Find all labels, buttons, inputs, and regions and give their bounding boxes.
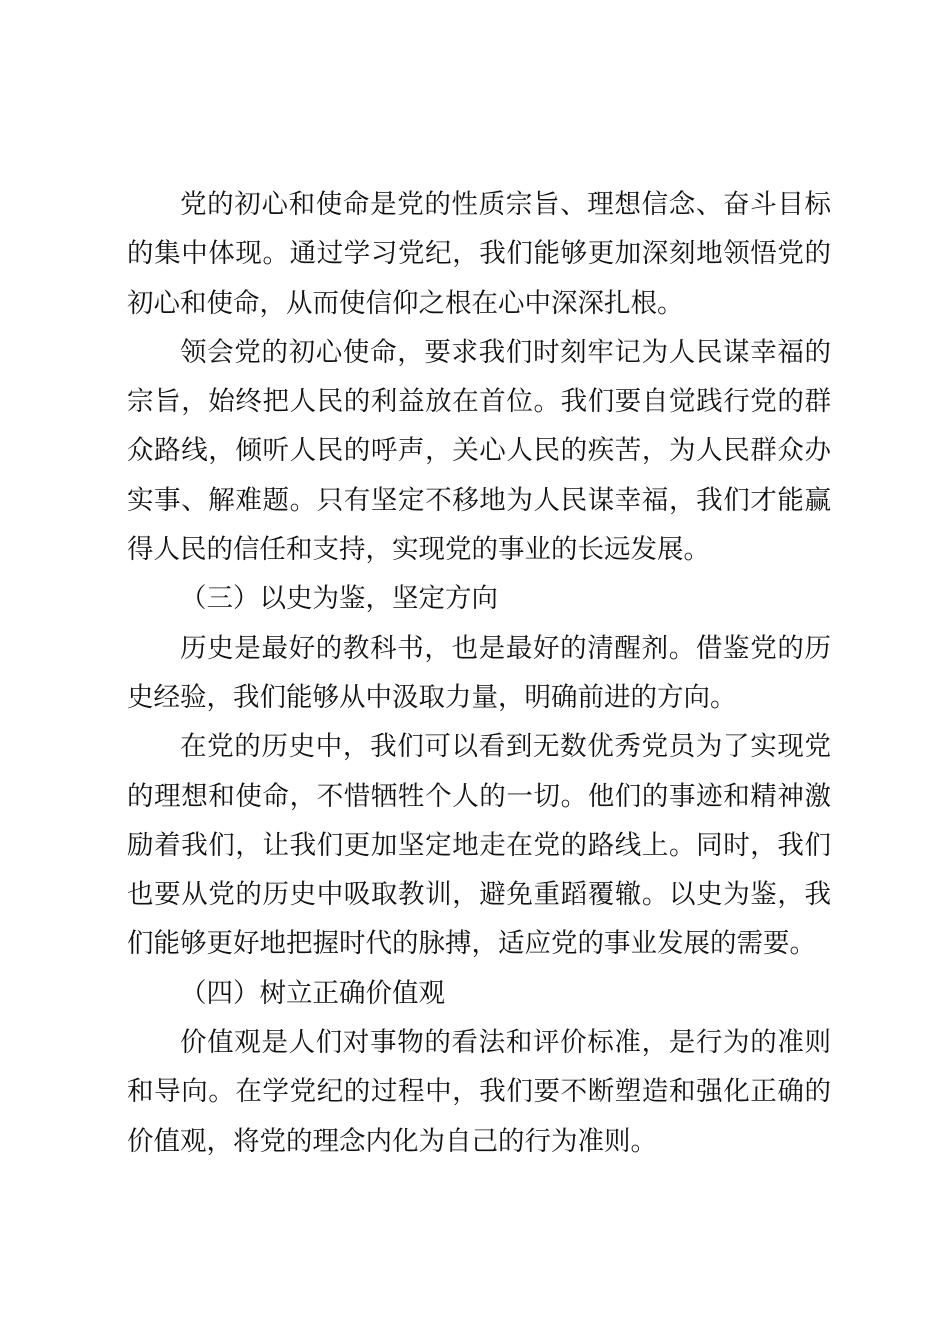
paragraph-mission-intro: 党的初心和使命是党的性质宗旨、理想信念、奋斗目标的集中体现。通过学习党纪，我们能够更加深刻地领悟党的初心和使命，从而使信仰之根在心中深深扎根。 (127, 189, 831, 319)
paragraph-history-intro: 历史是最好的教科书，也是最好的清醒剂。借鉴党的历史经验，我们能够从中汲取力量，明确前进的方向。 (127, 632, 831, 713)
section-heading-history: （三）以史为鉴，坚定方向 (180, 583, 498, 615)
section-heading-values: （四）树立正确价值观 (180, 977, 445, 1009)
document-body (127, 180, 831, 1166)
paragraph-history-lessons: 在党的历史中，我们可以看到无数优秀党员为了实现党的理想和使命，不惜牺牲个人的一切。他们的事迹和精神激励着我们，让我们更加坚定地走在党的路线上。同时，我们也要从党的历史中吸取教训，避免重蹈覆辙。以史为鉴，我们能够更好地把握时代的脉搏，适应党的事业发展的需要。 (127, 731, 831, 960)
paragraph-mission-people: 领会党的初心使命，要求我们时刻牢记为人民谋幸福的宗旨，始终把人民的利益放在首位。我们要自觉践行党的群众路线，倾听人民的呼声，关心人民的疾苦，为人民群众办实事、解难题。只有坚定不移地为人民谋幸福，我们才能赢得人民的信任和支持，实现党的事业的长远发展。 (127, 336, 831, 566)
paragraph-values: 价值观是人们对事物的看法和评价标准，是行为的准则和导向。在学党纪的过程中，我们要不断塑造和强化正确的价值观，将党的理念内化为自己的行为准则。 (127, 1027, 831, 1157)
